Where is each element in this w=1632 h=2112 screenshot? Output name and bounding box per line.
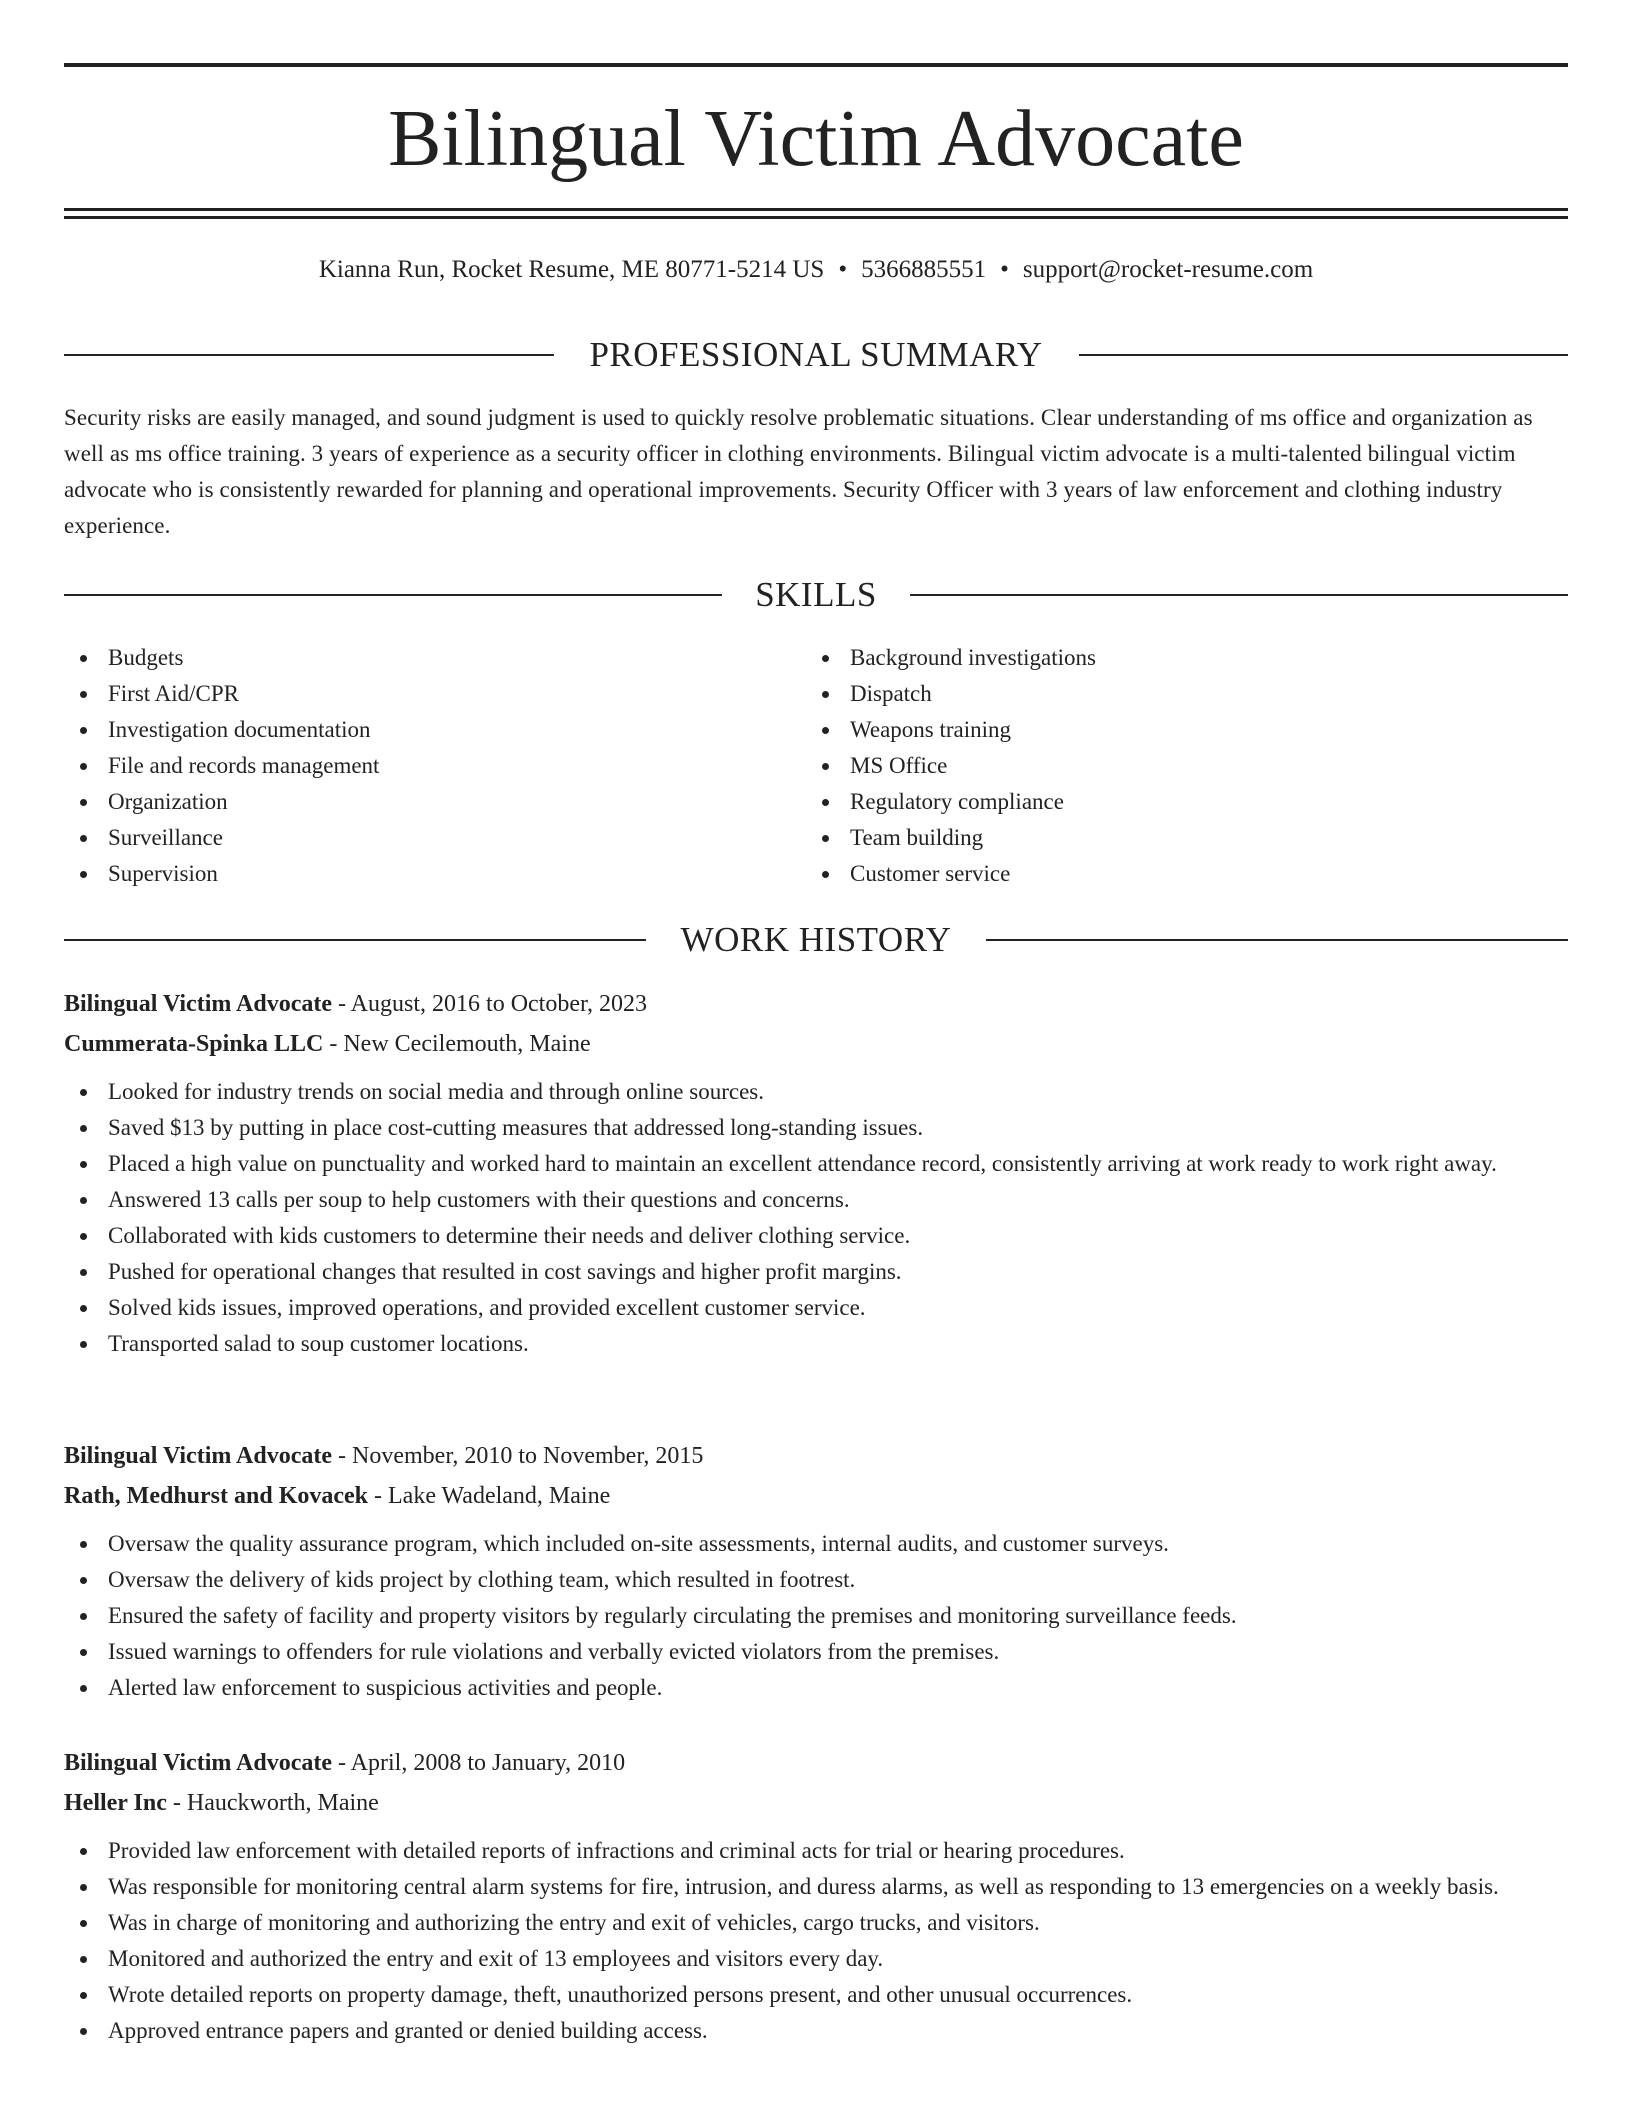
job-title: Bilingual Victim Advocate [64,1443,333,1469]
job-bullet: Answered 13 calls per soup to help customers with their questions and concerns. [64,1182,1568,1218]
skill-item: Organization [64,784,764,820]
skill-item: First Aid/CPR [64,676,764,712]
job-bullets [64,1526,1568,1706]
skills-column-left [64,640,764,892]
job-bullet: Solved kids issues, improved operations, and provided excellent customer service. [64,1290,1568,1326]
job-entry [64,1743,1568,2049]
job-company: Cummerata-Spinka LLC [64,1031,324,1057]
job-bullet: Approved entrance papers and granted or denied building access. [64,2013,1568,2049]
job-title-line [64,984,1568,1024]
job-bullet: Placed a high value on punctuality and worked hard to maintain an excellent attendance record, consistently arriving at work ready to work right away. [64,1146,1568,1182]
contact-phone[interactable]: 5366885551 [861,256,987,283]
skill-item: Dispatch [806,676,1506,712]
job-company: Heller Inc [64,1790,167,1816]
skill-item: Surveillance [64,820,764,856]
skill-item: Investigation documentation [64,712,764,748]
job-title-line [64,1743,1568,1783]
job-entry [64,1436,1568,1706]
job-bullet: Saved $13 by putting in place cost-cutting measures that addressed long-standing issues. [64,1110,1568,1146]
job-bullet: Monitored and authorized the entry and exit of 13 employees and visitors every day. [64,1941,1568,1977]
job-bullet: Oversaw the quality assurance program, which included on-site assessments, internal audits, and customer surveys. [64,1526,1568,1562]
job-bullet: Alerted law enforcement to suspicious activities and people. [64,1670,1568,1706]
job-title-line [64,1436,1568,1476]
contact-separator: • [838,256,848,283]
job-title: Bilingual Victim Advocate [64,1750,333,1776]
skill-item: Regulatory compliance [806,784,1506,820]
job-bullets [64,1833,1568,2049]
header-top-rule [64,63,1568,67]
section-heading-skills [64,573,1568,617]
job-dates: - August, 2016 to October, 2023 [332,991,648,1017]
section-title-skills: SKILLS [723,575,909,614]
section-title-work-history: WORK HISTORY [649,920,984,959]
job-bullet: Provided law enforcement with detailed reports of infractions and criminal acts for trial or hearing procedures. [64,1833,1568,1869]
skill-item: Customer service [806,856,1506,892]
job-bullet: Collaborated with kids customers to determine their needs and deliver clothing service. [64,1218,1568,1254]
job-location: - New Cecilemouth, Maine [323,1031,591,1057]
contact-address: Kianna Run, Rocket Resume, ME 80771-5214 US [318,256,825,283]
skill-item: MS Office [806,748,1506,784]
contact-email[interactable]: support@rocket-resume.com [1022,256,1314,283]
section-title-summary: PROFESSIONAL SUMMARY [557,335,1074,374]
skills-column-right [806,640,1506,892]
resume-name-title: Bilingual Victim Advocate [388,95,1244,183]
job-bullet: Wrote detailed reports on property damage, theft, unauthorized persons present, and other unusual occurrences. [64,1977,1568,2013]
job-bullet: Was responsible for monitoring central alarm systems for fire, intrusion, and duress alarms, as well as responding to 13 emergencies on a weekly basis. [64,1869,1568,1905]
header-double-rule-bottom [64,216,1568,219]
skill-item: Budgets [64,640,764,676]
job-entry [64,984,1568,1362]
skill-item: Team building [806,820,1506,856]
skill-item: File and records management [64,748,764,784]
job-company-line [64,1783,1568,1823]
job-company-line [64,1024,1568,1064]
job-bullet: Pushed for operational changes that resulted in cost savings and higher profit margins. [64,1254,1568,1290]
job-company: Rath, Medhurst and Kovacek [64,1483,369,1509]
job-title: Bilingual Victim Advocate [64,991,333,1017]
professional-summary-text: Security risks are easily managed, and sound judgment is used to quickly resolve problematic situations. Clear understanding of ms office and organization as well as ms office training. 3 years of experience as a security officer in clothing environments. Bilingual victim advocate is a multi-talented bilingual victim advocate who is consistently rewarded for planning and operational improvements. Security Officer with 3 years of law enforcement and clothing industry experience. [64,405,1533,538]
job-bullet: Transported salad to soup customer locations. [64,1326,1568,1362]
skill-item: Supervision [64,856,764,892]
job-dates: - November, 2010 to November, 2015 [332,1443,704,1469]
contact-separator: • [1000,256,1009,283]
job-bullet: Looked for industry trends on social media and through online sources. [64,1074,1568,1110]
skill-item: Weapons training [806,712,1506,748]
job-bullets [64,1074,1568,1362]
job-bullet: Was in charge of monitoring and authorizing the entry and exit of vehicles, cargo trucks, and visitors. [64,1905,1568,1941]
contact-line [64,252,1568,288]
job-location: - Lake Wadeland, Maine [368,1483,611,1509]
job-bullet: Issued warnings to offenders for rule violations and verbally evicted violators from the premises. [64,1634,1568,1670]
job-dates: - April, 2008 to January, 2010 [332,1750,626,1776]
job-company-line [64,1476,1568,1516]
section-heading-work-history [64,918,1568,962]
job-location: - Hauckworth, Maine [166,1790,379,1816]
job-bullet: Oversaw the delivery of kids project by clothing team, which resulted in footrest. [64,1562,1568,1598]
job-bullet: Ensured the safety of facility and property visitors by regularly circulating the premises and monitoring surveillance feeds. [64,1598,1568,1634]
section-heading-summary [64,333,1568,377]
skill-item: Background investigations [806,640,1506,676]
header-double-rule-top [64,208,1568,211]
